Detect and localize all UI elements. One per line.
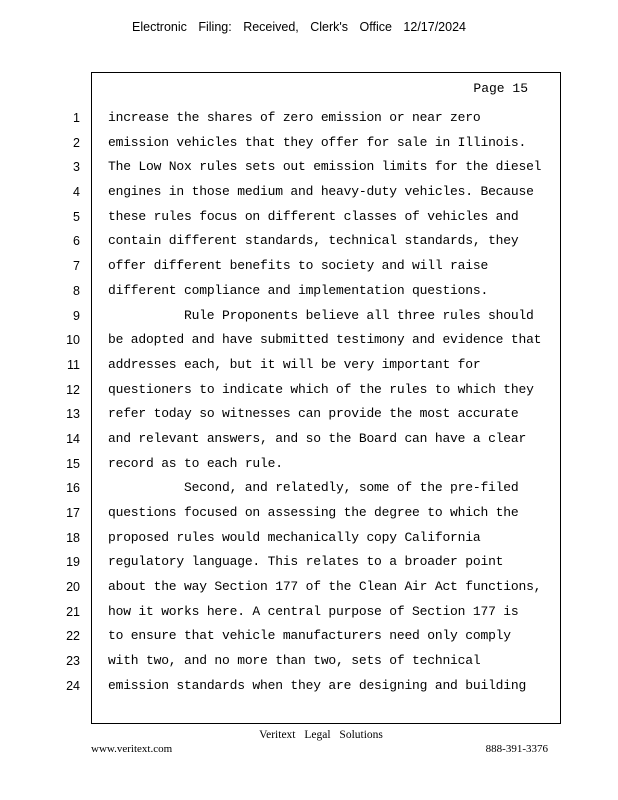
transcript-line bbox=[0, 576, 618, 601]
transcript-line bbox=[0, 551, 618, 576]
line-number: 12 bbox=[66, 382, 80, 397]
transcript-line bbox=[0, 379, 618, 404]
line-number: 20 bbox=[66, 580, 80, 595]
line-number: 5 bbox=[73, 209, 80, 224]
line-text: about the way Section 177 of the Clean Air Act functions, bbox=[108, 579, 542, 595]
line-text: regulatory language. This relates to a broader point bbox=[108, 554, 504, 570]
line-number: 24 bbox=[66, 678, 80, 693]
transcript-line bbox=[0, 453, 618, 478]
line-number: 19 bbox=[66, 555, 80, 570]
transcript-line bbox=[0, 601, 618, 626]
transcript-line bbox=[0, 354, 618, 379]
line-number: 9 bbox=[73, 308, 80, 323]
line-text: emission standards when they are designing and building bbox=[108, 677, 527, 693]
line-text: emission vehicles that they offer for sale in Illinois. bbox=[108, 134, 527, 150]
line-text: proposed rules would mechanically copy California bbox=[108, 529, 481, 545]
transcript-lines bbox=[0, 107, 618, 700]
line-text: addresses each, but it will be very important for bbox=[108, 356, 481, 372]
line-number: 18 bbox=[66, 530, 80, 545]
transcript-line bbox=[0, 230, 618, 255]
line-number: 23 bbox=[66, 654, 80, 669]
line-text: Second, and relatedly, some of the pre-filed bbox=[184, 480, 519, 496]
line-text: different compliance and implementation questions. bbox=[108, 282, 489, 298]
transcript-line bbox=[0, 206, 618, 231]
line-number: 1 bbox=[73, 111, 80, 125]
transcript-line bbox=[0, 156, 618, 181]
line-number: 16 bbox=[66, 481, 80, 496]
footer-phone: 888-391-3376 bbox=[485, 743, 548, 755]
line-number: 21 bbox=[66, 604, 80, 619]
transcript-line bbox=[0, 132, 618, 157]
line-number: 17 bbox=[66, 506, 80, 520]
line-text: how it works here. A central purpose of Section 177 is bbox=[108, 603, 519, 619]
footer-company: Veritext Legal Solutions bbox=[259, 729, 383, 741]
line-number: 8 bbox=[73, 283, 80, 298]
line-text: be adopted and have submitted testimony and evidence that bbox=[108, 332, 542, 348]
line-number: 14 bbox=[66, 431, 80, 446]
footer-website[interactable]: www.veritext.com bbox=[91, 743, 173, 755]
line-text: and relevant answers, and so the Board can have a clear bbox=[108, 430, 527, 446]
line-number: 4 bbox=[73, 185, 80, 200]
transcript-line bbox=[0, 403, 618, 428]
line-text: increase the shares of zero emission or near zero bbox=[108, 110, 481, 125]
transcript-line bbox=[0, 502, 618, 527]
line-number: 11 bbox=[67, 357, 80, 372]
transcript-line bbox=[0, 305, 618, 330]
line-text: contain different standards, technical standards, they bbox=[108, 233, 519, 249]
line-text: engines in those medium and heavy-duty vehicles. Because bbox=[108, 184, 534, 200]
page-number: Page 15 bbox=[473, 81, 528, 96]
line-text: The Low Nox rules sets out emission limits for the diesel bbox=[108, 159, 542, 175]
transcript-line bbox=[0, 181, 618, 206]
line-number: 3 bbox=[73, 160, 80, 175]
line-text: these rules focus on different classes of vehicles and bbox=[108, 208, 519, 224]
line-text: record as to each rule. bbox=[108, 455, 283, 471]
transcript-line bbox=[0, 625, 618, 650]
transcript-line bbox=[0, 650, 618, 675]
line-text: refer today so witnesses can provide the most accurate bbox=[108, 406, 519, 422]
line-text: to ensure that vehicle manufacturers need only comply bbox=[108, 628, 511, 644]
line-text: offer different benefits to society and will raise bbox=[108, 258, 489, 274]
line-text: questioners to indicate which of the rules to which they bbox=[108, 381, 534, 397]
line-number: 15 bbox=[66, 456, 80, 471]
line-number: 2 bbox=[73, 135, 80, 150]
transcript-line bbox=[0, 107, 618, 132]
line-number: 6 bbox=[73, 234, 80, 249]
filing-stamp-header: Electronic Filing: Received, Clerk's Office 12/17/2024 bbox=[132, 20, 466, 34]
line-number: 22 bbox=[66, 629, 80, 644]
line-number: 13 bbox=[66, 407, 80, 422]
transcript-line bbox=[0, 255, 618, 280]
line-text: Rule Proponents believe all three rules should bbox=[184, 307, 534, 323]
transcript-line bbox=[0, 280, 618, 305]
line-text: with two, and no more than two, sets of technical bbox=[108, 653, 481, 669]
line-number: 7 bbox=[73, 259, 80, 274]
line-number: 10 bbox=[66, 333, 80, 348]
transcript-line bbox=[0, 527, 618, 552]
transcript-line bbox=[0, 329, 618, 354]
line-text: questions focused on assessing the degree to which the bbox=[108, 505, 519, 520]
transcript-line bbox=[0, 477, 618, 502]
transcript-line bbox=[0, 428, 618, 453]
transcript-line bbox=[0, 675, 618, 700]
